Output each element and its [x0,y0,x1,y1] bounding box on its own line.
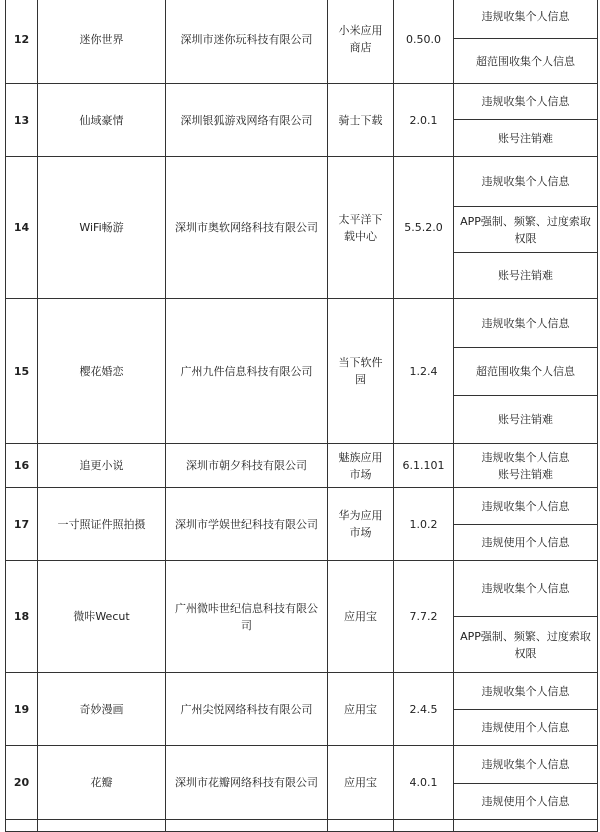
company-name: 广州九件信息科技有限公司 [166,299,328,444]
table-row [6,746,598,784]
company-name: 深圳市花瓣网络科技有限公司 [166,746,328,820]
app-version: 4.0.1 [394,746,454,820]
app-name: WiFi畅游 [38,157,166,299]
app-store: 当下软件园 [328,299,394,444]
company-name: 深圳银狐游戏网络有限公司 [166,84,328,157]
table-row [6,157,598,207]
issue-item: 违规使用个人信息 [454,525,598,561]
issue-item: 违规收集个人信息 [454,746,598,784]
app-name: 微咔Wecut [38,561,166,673]
app-name: 一寸照证件照拍摄 [38,488,166,561]
company-name: 深圳市朝夕科技有限公司 [166,444,328,488]
app-store: 应用宝 [328,746,394,820]
issue-item: 账号注销难 [454,253,598,299]
app-version: 5.5.2.0 [394,157,454,299]
table-row [6,299,598,348]
company-name: 深圳市奥软网络科技有限公司 [166,157,328,299]
app-name: 花瓣 [38,746,166,820]
row-number: 17 [6,488,38,561]
app-name: 奇妙漫画 [38,673,166,746]
row-number: 15 [6,299,38,444]
issue-item: 违规使用个人信息 [454,784,598,820]
company-name: 深圳市迷你玩科技有限公司 [166,0,328,84]
app-store: 华为应用市场 [328,488,394,561]
app-name: 仙域豪情 [38,84,166,157]
app-version: 7.7.2 [394,561,454,673]
app-version: 0.50.0 [394,0,454,84]
issue-item: 账号注销难 [454,396,598,444]
issue-item: 超范围收集个人信息 [454,348,598,396]
table-row [6,673,598,710]
row-number: 12 [6,0,38,84]
issue-item: 违规收集个人信息 [454,299,598,348]
issue-item: 违规收集个人信息 [454,0,598,39]
company-name: 广州尖悦网络科技有限公司 [166,673,328,746]
app-name: 追更小说 [38,444,166,488]
issue-item: 违规收集个人信息 [454,673,598,710]
app-version: 1.2.4 [394,299,454,444]
company-name: 深圳市学娱世纪科技有限公司 [166,488,328,561]
app-version: 2.0.1 [394,84,454,157]
row-number: 20 [6,746,38,820]
app-name: 樱花婚恋 [38,299,166,444]
issue-item: 违规收集个人信息 [454,157,598,207]
row-number: 13 [6,84,38,157]
issue-item: 违规收集个人信息 账号注销难 [454,444,598,488]
app-store: 太平洋下载中心 [328,157,394,299]
table-row [6,561,598,617]
issue-item: APP强制、频繁、过度索取权限 [454,207,598,253]
app-store: 应用宝 [328,561,394,673]
table-row [6,488,598,525]
row-number: 14 [6,157,38,299]
app-store: 小米应用商店 [328,0,394,84]
issue-item: 违规收集个人信息 [454,488,598,525]
app-version: 2.4.5 [394,673,454,746]
table-row [6,0,598,39]
table-row [6,444,598,488]
issue-item: 违规收集个人信息 [454,561,598,617]
issue-item: 账号注销难 [454,120,598,157]
app-name: 迷你世界 [38,0,166,84]
issue-item: 超范围收集个人信息 [454,39,598,84]
app-version: 6.1.101 [394,444,454,488]
company-name: 广州微咔世纪信息科技有限公司 [166,561,328,673]
app-violation-table [5,0,598,832]
app-store: 应用宝 [328,673,394,746]
table-row [6,84,598,120]
app-version: 1.0.2 [394,488,454,561]
issue-item: 违规使用个人信息 [454,710,598,746]
app-store: 魅族应用市场 [328,444,394,488]
row-number: 19 [6,673,38,746]
table-row-partial [6,820,598,832]
issue-item: 违规收集个人信息 [454,84,598,120]
row-number: 16 [6,444,38,488]
app-store: 骑士下载 [328,84,394,157]
issue-item: APP强制、频繁、过度索取权限 [454,617,598,673]
row-number: 18 [6,561,38,673]
